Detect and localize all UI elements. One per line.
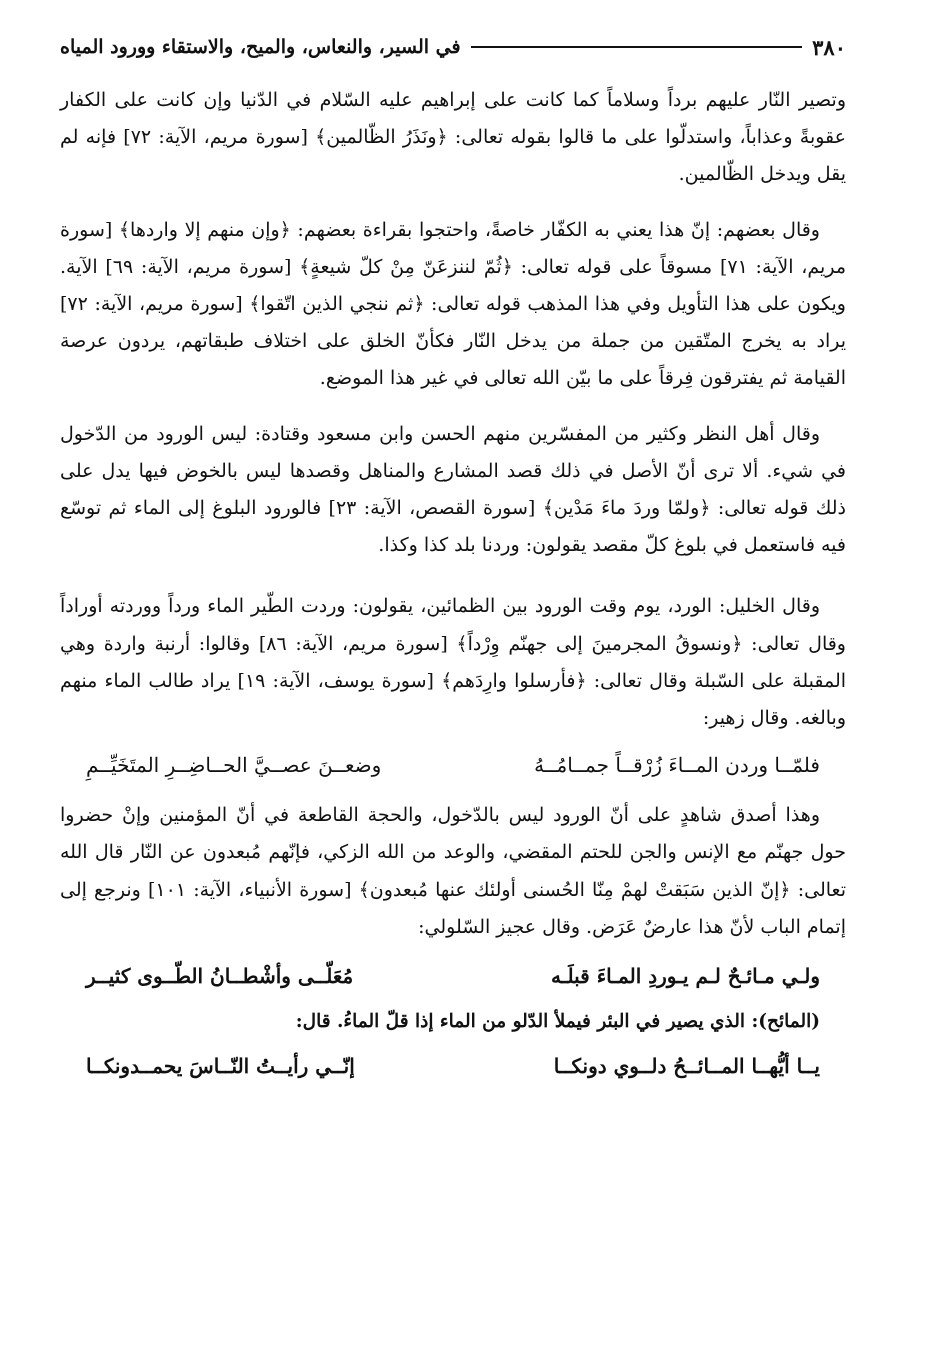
verse-second-hemistich: إنّــي رأيــتُ النّــاسَ يحمــدونكــا [86,1054,355,1079]
header-rule [471,46,803,48]
footnote-definition: (المائح): الذي يصير في البئر فيملأ الدّلو من الماء إذا قلّ الماءُ. قال: [295,1011,820,1033]
verse-first-hemistich: يــا أيُّهــا المــائــحُ دلــوي دونكــا [553,1054,820,1079]
page-number: ٣٨٠ [812,34,846,60]
paragraph: وقال بعضهم: إنّ هذا يعني به الكفّار خاصةً، واحتجوا بقراءة بعضهم: ﴿وإن منهم إلا واردها﴾ [سورة مريم، الآية: ٧١] مسوقاً على قوله تعالى: ﴿ثُمّ لننزعَنّ مِنْ كلّ شيعةٍ﴾ [سورة مريم، الآية: ٦٩] الآية. ويكون على هذا التأويل وفي هذا المذهب قوله تعالى: ﴿ثم ننجي الذين اتّقوا﴾ [سورة مريم، الآية: ٧٢] يراد به يخرج المتّقين من جملة من يدخل النّار فكأنّ الخلق على اختلاف طبقاتهم، يردون عرصة القيامة ثم يفترقون فِرقاً على ما بيّن الله تعالى في غير هذا الموضع. [60,218,846,390]
verse-second-hemistich: مُعَلّــى وأشْطــانُ الطّــوى كثيــر [86,964,354,989]
poetry-verse [60,1046,846,1086]
book-page [60,30,846,1332]
verse-first-hemistich: ولـي مـائـحٌ لـم يـوردِ المـاءَ قبلَـه [550,964,820,989]
verse-first-hemistich: فلمّــا وردن المــاءَ زُرْقــاً جمــامُــهُ [534,753,820,778]
paragraph: وتصير النّار عليهم برداً وسلاماً كما كانت على إبراهيم عليه السّلام في الدّنيا وإن كانت على الكفار عقوبةً وعذاباً، واستدلّوا على ما قالوا بقوله تعالى: ﴿ونَذَرُ الظّالمين﴾ [سورة مريم، الآية: ٧٢] فإنه لم يقل ويدخل الظّالمين. [60,89,846,186]
paragraph: وقال أهل النظر وكثير من المفسّرين منهم الحسن وابن مسعود وقتادة: ليس الورود من الدّخول في شيء. ألا ترى أنّ الأصل في ذلك قصد المشارع والمناهل وقصدها ليس بالخوض فيها يدل على ذلك قوله تعالى: ﴿ولمّا وردَ ماءَ مَدْين﴾ [سورة القصص، الآية: ٢٣] فالورود البلوغ إلى الماء ثم توسّع فيه فاستعمل في بلوغ كلّ مقصد يقولون: وردنا بلد كذا وكذا. [60,422,846,557]
poetry-verse [60,956,846,996]
poetry-verse [60,745,846,785]
verse-second-hemistich: وضعــنَ عصــيَّ الحــاضِــرِ المتَخَيِّــمِ [86,753,382,778]
running-title: في السير، والنعاس، والميح، والاستقاء وورود المياه [60,36,461,58]
paragraph: وهذا أصدق شاهدٍ على أنّ الورود ليس بالدّخول، والحجة القاطعة في أنّ المؤمنين وإنْ حضروا حول جهنّم مع الإنس والجن للحتم المقضي، والوعد من الله الزكي، فإنّهم مُبعدون عن النّار قال الله تعالى: ﴿إنّ الذين سَبَقتْ لهمْ مِنّا الحُسنى أولئك عنها مُبعدون﴾ [سورة الأنبياء، الآية: ١٠١] ونرجع إلى إتمام الباب لأنّ هذا عارضٌ عَرَض. وقال عجيز السّلولي: [60,804,846,938]
paragraph: وقال الخليل: الورد، يوم وقت الورود بين الظمائين، يقولون: وردت الطّير الماء ورداً ووردته أوراداً وقال تعالى: ﴿ونسوقُ المجرمينَ إلى جهنّم وِرْداً﴾ [سورة مريم، الآية: ٨٦] وقالوا: أرنبة واردة وهي المقبلة على السّبلة وقال تعالى: ﴿فأرسلوا وارِدَهم﴾ [سورة يوسف، الآية: ١٩] يراد طالب الماء منهم وبالغه. وقال زهير: [60,595,847,730]
page-header [60,30,846,64]
